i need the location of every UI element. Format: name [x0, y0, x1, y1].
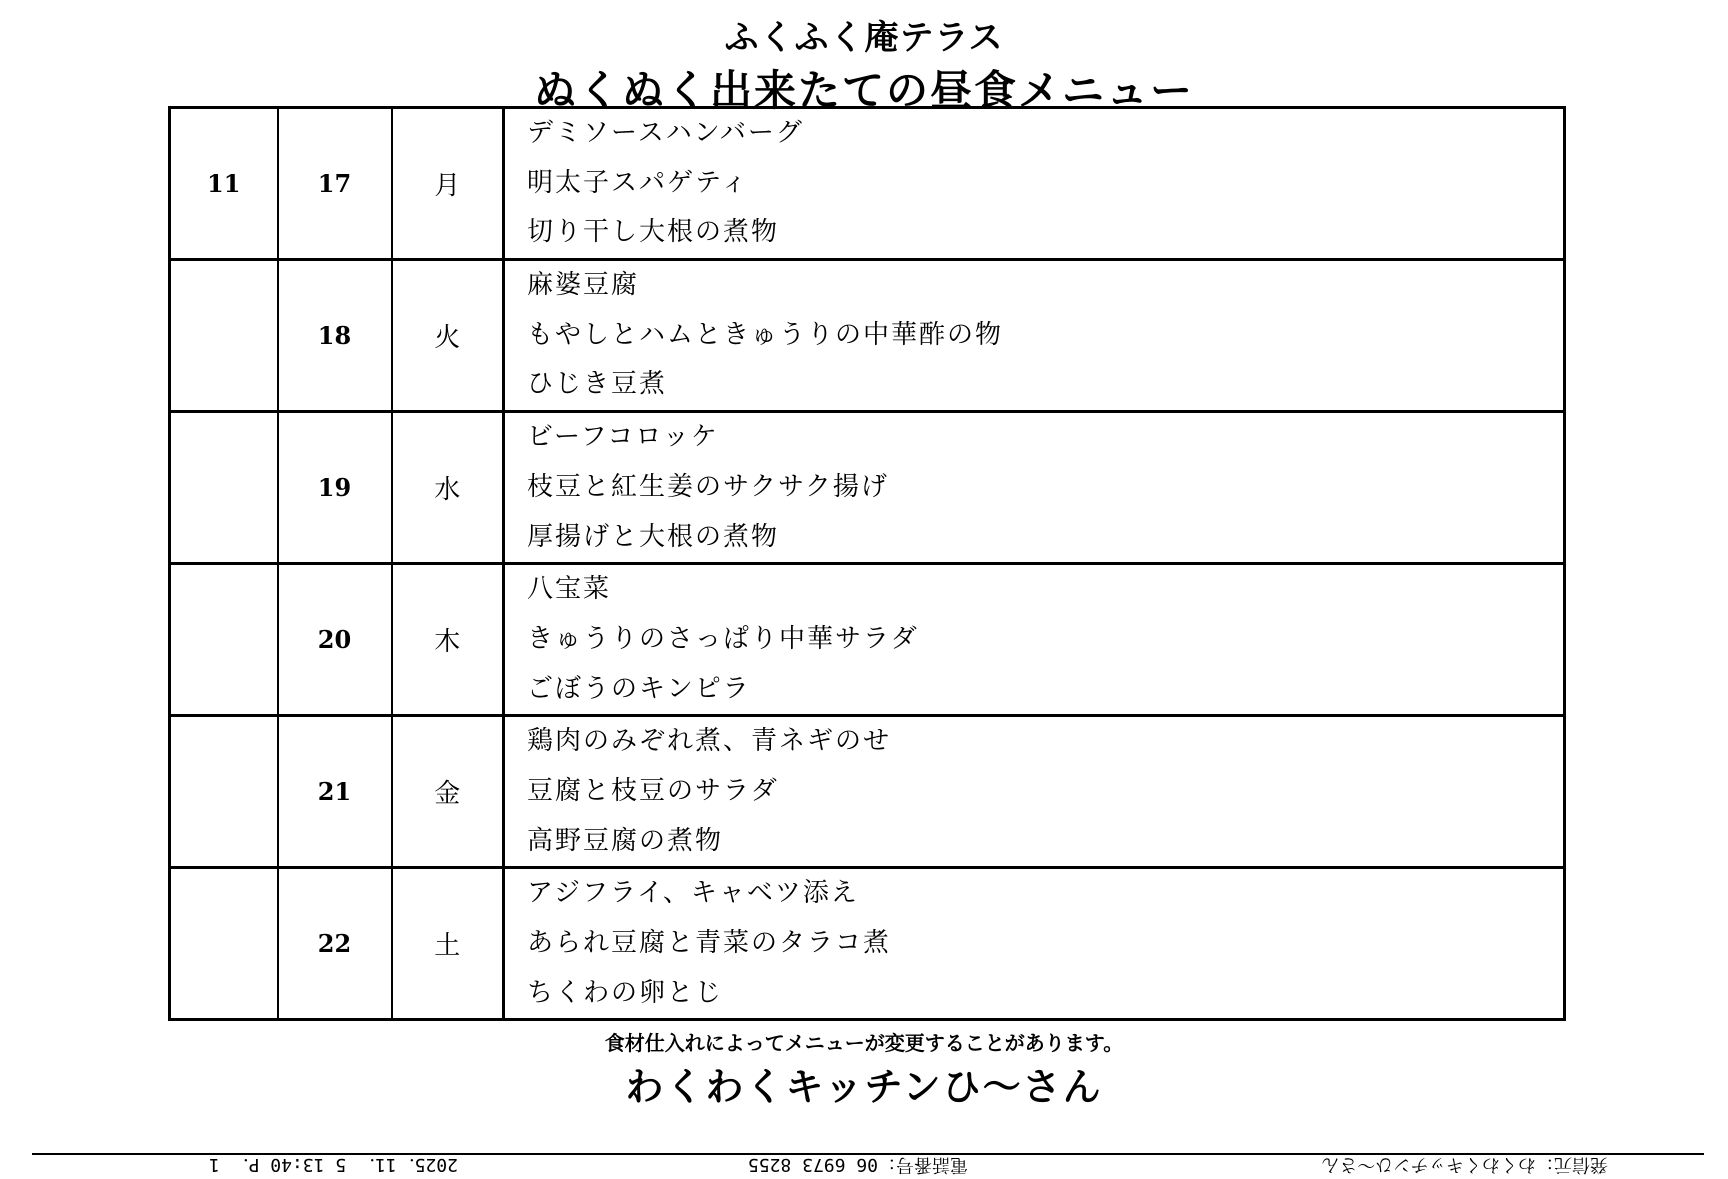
table-row — [170, 716, 1565, 868]
day-cell: 20 — [278, 564, 392, 716]
page-subtitle: ぬくぬく出来たての昼食メニュー — [533, 66, 1194, 115]
dish-item: きゅうりのさっぱり中華サラダ — [527, 623, 919, 654]
month-cell — [170, 412, 278, 564]
dishes-cell — [504, 260, 1565, 412]
day-cell: 17 — [278, 108, 392, 260]
dish-item: ビーフコロッケ — [527, 422, 719, 453]
kitchen-name: わくわくキッチンひ～さん — [625, 1065, 1103, 1109]
dishes-cell — [504, 412, 1565, 564]
day-cell: 22 — [278, 868, 392, 1020]
dish-item: 鶏肉のみぞれ煮、青ネギのせ — [527, 726, 892, 757]
dish-item: 厚揚げと大根の煮物 — [527, 521, 780, 552]
table-row — [170, 412, 1565, 564]
month-cell — [170, 716, 278, 868]
dish-item: もやしとハムときゅうりの中華酢の物 — [527, 319, 1004, 350]
dish-item: ごぼうのキンピラ — [527, 673, 751, 704]
month-cell — [170, 260, 278, 412]
dish-item: 枝豆と紅生姜のサクサク揚げ — [527, 471, 889, 502]
dish-item: ちくわの卵とじ — [527, 977, 724, 1008]
table-row — [170, 260, 1565, 412]
month-cell — [170, 868, 278, 1020]
menu-table — [168, 106, 1566, 1021]
month-cell: 11 — [170, 108, 278, 260]
dish-item: 高野豆腐の煮物 — [527, 825, 724, 856]
day-cell: 18 — [278, 260, 392, 412]
dish-item: アジフライ、キャベツ添え — [527, 878, 859, 909]
dish-item: 明太子スパゲティ — [527, 167, 749, 198]
dish-item: 麻婆豆腐 — [527, 270, 640, 301]
dishes-cell — [504, 868, 1565, 1020]
day-cell: 21 — [278, 716, 392, 868]
fax-phone: 電話番号：06 6973 8255 — [747, 1154, 968, 1175]
table-row — [170, 868, 1565, 1020]
dishes-cell — [504, 108, 1565, 260]
dishes-cell — [504, 716, 1565, 868]
day-cell: 19 — [278, 412, 392, 564]
fax-datetime: 2025．11． 5 13:40 P． 1 — [208, 1154, 458, 1175]
table-row — [170, 564, 1565, 716]
dishes-cell — [504, 564, 1565, 716]
dish-item: あられ豆腐と青菜のタラコ煮 — [527, 928, 892, 958]
menu-change-notice: 食材仕入れによってメニューが変更することがあります。 — [604, 1031, 1124, 1055]
weekday-cell: 火 — [392, 260, 504, 412]
month-cell — [170, 564, 278, 716]
weekday-cell: 水 — [392, 412, 504, 564]
weekday-cell: 土 — [392, 868, 504, 1020]
dish-item: 八宝菜 — [527, 574, 612, 605]
fax-footer — [0, 1154, 1728, 1179]
page-title: ふくふく庵テラス — [724, 18, 1004, 58]
fax-sender: 発信元：わくわくキッチンひ～さん — [1321, 1154, 1608, 1175]
weekday-cell: 木 — [392, 564, 504, 716]
table-row — [170, 108, 1565, 260]
dish-item: 豆腐と枝豆のサラダ — [527, 775, 779, 806]
weekday-cell: 金 — [392, 716, 504, 868]
weekday-cell: 月 — [392, 108, 504, 260]
dish-item: 切り干し大根の煮物 — [527, 217, 780, 248]
dish-item: デミソースハンバーグ — [527, 118, 804, 148]
dish-item: ひじき豆煮 — [527, 369, 668, 400]
